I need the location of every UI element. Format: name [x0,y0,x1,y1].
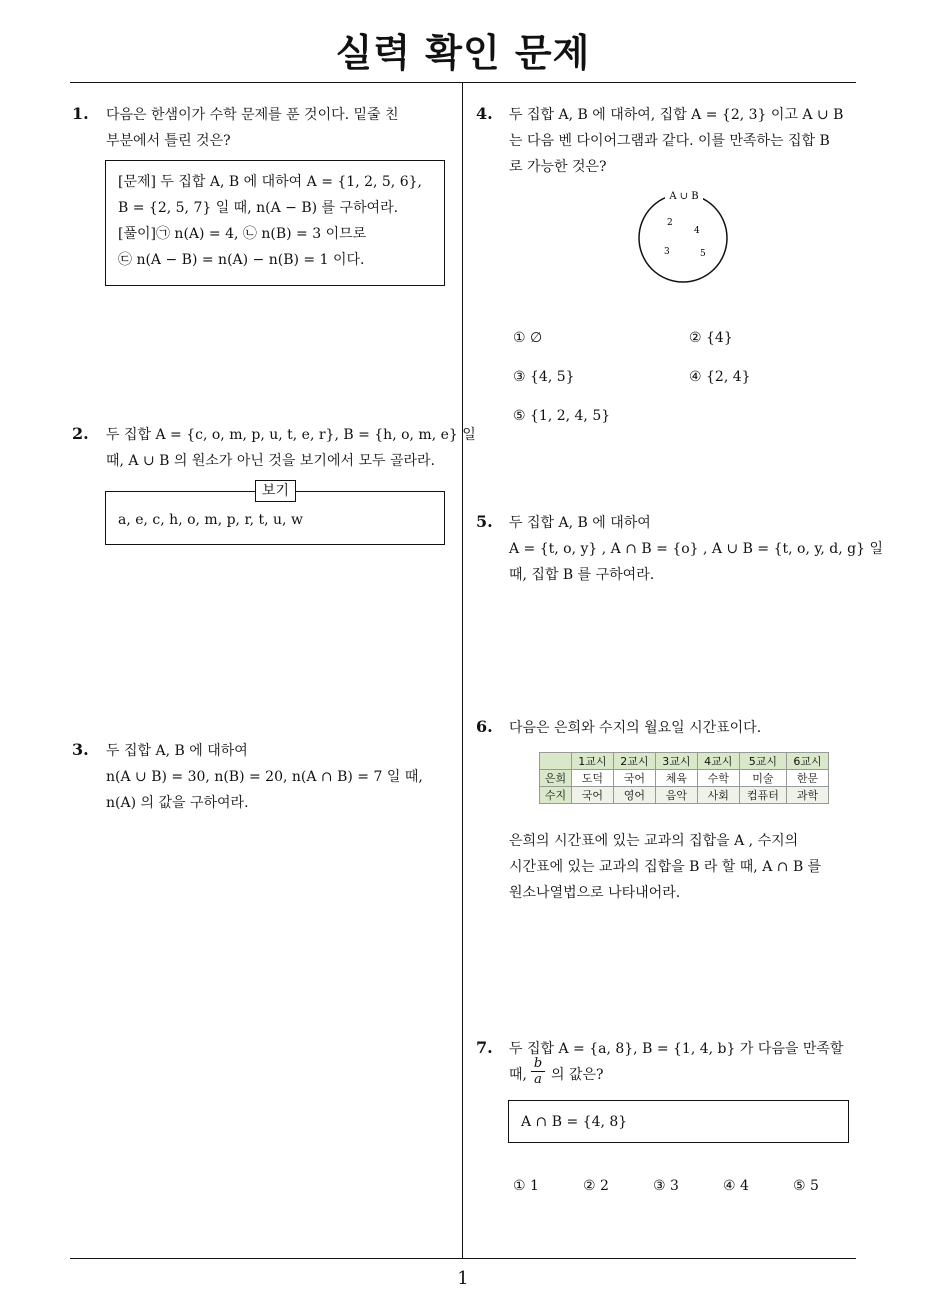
question-text: 때, A ∪ B 의 원소가 아닌 것을 보기에서 모두 골라라. [106,453,435,469]
example-tag: 보기 [255,480,296,502]
column-divider [462,83,463,1258]
question-text: 는 다음 벤 다이어그램과 같다. 이를 만족하는 집합 B [509,133,830,149]
question-text: 두 집합 A, B 에 대하여 [509,515,651,531]
table-cell: 도덕 [571,770,613,787]
venn-element: 4 [694,226,700,236]
question-text: A = {t, o, y} , A ∩ B = {o} , A ∪ B = {t, o, y, d, g} 일 [509,541,884,557]
choice-4[interactable]: ④ 4 [723,1178,749,1194]
choice-2[interactable]: ② 2 [583,1178,609,1194]
venn-element: 2 [667,218,673,228]
table-cell: 국어 [571,787,613,804]
table-cell: 국어 [613,770,655,787]
condition-box [508,1100,849,1143]
box-line: B = {2, 5, 7} 일 때, n(A − B) 를 구하여라. [118,200,399,216]
venn-element: 3 [664,247,670,257]
table-cell: 2교시 [613,753,655,770]
question-text: 다음은 한샘이가 수학 문제를 푼 것이다. 밑줄 친 [106,107,399,123]
choice-1[interactable]: ① 1 [513,1178,539,1194]
table-cell: 음악 [655,787,697,804]
box-line: [풀이]㉠ n(A) = 4, ㉡ n(B) = 3 이므로 [118,226,367,242]
choice-5[interactable]: ⑤ 5 [793,1178,819,1194]
choice-3[interactable]: ③ {4, 5} [513,369,575,385]
choice-2[interactable]: ② {4} [689,330,733,346]
table-cell: 수학 [697,770,739,787]
table-cell: 체육 [655,770,697,787]
table-cell: 은희 [540,770,572,787]
choice-4[interactable]: ④ {2, 4} [689,369,751,385]
fraction-denominator: a [531,1071,545,1087]
table-cell: 5교시 [739,753,786,770]
question-text: 두 집합 A = {c, o, m, p, u, t, e, r}, B = {h, o, m, e} 일 [106,427,476,443]
table-row [540,770,829,787]
footer-rule [70,1258,856,1259]
choice-1[interactable]: ① ∅ [513,330,543,346]
question-number: 5. [476,512,493,531]
timetable [539,752,829,804]
condition-text: A ∩ B = {4, 8} [521,1114,628,1130]
question-text: n(A) 의 값을 구하여라. [106,795,249,811]
question-text: 부분에서 틀린 것은? [106,133,231,149]
table-cell: 수지 [540,787,572,804]
question-text: 의 값은? [551,1067,604,1083]
venn-element: 5 [700,249,706,259]
table-cell: 미술 [739,770,786,787]
page-title: 실력 확인 문제 [335,31,591,75]
box-line: [문제] 두 집합 A, B 에 대하여 A = {1, 2, 5, 6}, [118,174,422,190]
venn-circle [639,194,727,282]
question-text: 때, [509,1067,527,1083]
table-cell: 1교시 [571,753,613,770]
question-number: 3. [72,740,89,759]
question-text: 두 집합 A, B 에 대하여, 집합 A = {2, 3} 이고 A ∪ B [509,107,844,123]
question-number: 2. [72,424,89,443]
page-number: 1 [457,1268,469,1289]
question-number: 7. [476,1038,493,1057]
choice-3[interactable]: ③ 3 [653,1178,679,1194]
venn-label: A ∪ B [669,191,699,202]
table-cell: 사회 [697,787,739,804]
table-cell: 4교시 [697,753,739,770]
question-number: 4. [476,104,493,123]
question-text: 두 집합 A = {a, 8}, B = {1, 4, b} 가 다음을 만족할 [509,1041,844,1057]
fraction [531,1056,545,1087]
question-text: 시간표에 있는 교과의 집합을 B 라 할 때, A ∩ B 를 [509,859,822,875]
timetable-header-row [540,753,829,770]
table-cell: 6교시 [786,753,828,770]
table-cell: 과학 [786,787,828,804]
question-text: 은희의 시간표에 있는 교과의 집합을 A , 수지의 [509,833,799,849]
table-row [540,787,829,804]
choice-5[interactable]: ⑤ {1, 2, 4, 5} [513,408,611,424]
header-rule [70,82,856,83]
problem-box [105,160,445,286]
table-cell: 3교시 [655,753,697,770]
example-text: a, e, c, h, o, m, p, r, t, u, w [118,512,303,528]
question-number: 6. [476,717,493,736]
question-text: 두 집합 A, B 에 대하여 [106,743,248,759]
table-cell [540,753,572,770]
question-text: n(A ∪ B) = 30, n(B) = 20, n(A ∩ B) = 7 일 때, [106,769,423,785]
question-text: 때, 집합 B 를 구하여라. [509,567,655,583]
venn-diagram [630,186,740,286]
box-line: ㉢ n(A − B) = n(A) − n(B) = 1 이다. [118,252,365,268]
question-text: 원소나열법으로 나타내어라. [509,885,681,901]
question-text: 다음은 은희와 수지의 월요일 시간표이다. [509,720,762,736]
fraction-numerator: b [533,1056,543,1071]
table-cell: 한문 [786,770,828,787]
question-text: 로 가능한 것은? [509,159,607,175]
question-number: 1. [72,104,89,123]
table-cell: 영어 [613,787,655,804]
table-cell: 컴퓨터 [739,787,786,804]
